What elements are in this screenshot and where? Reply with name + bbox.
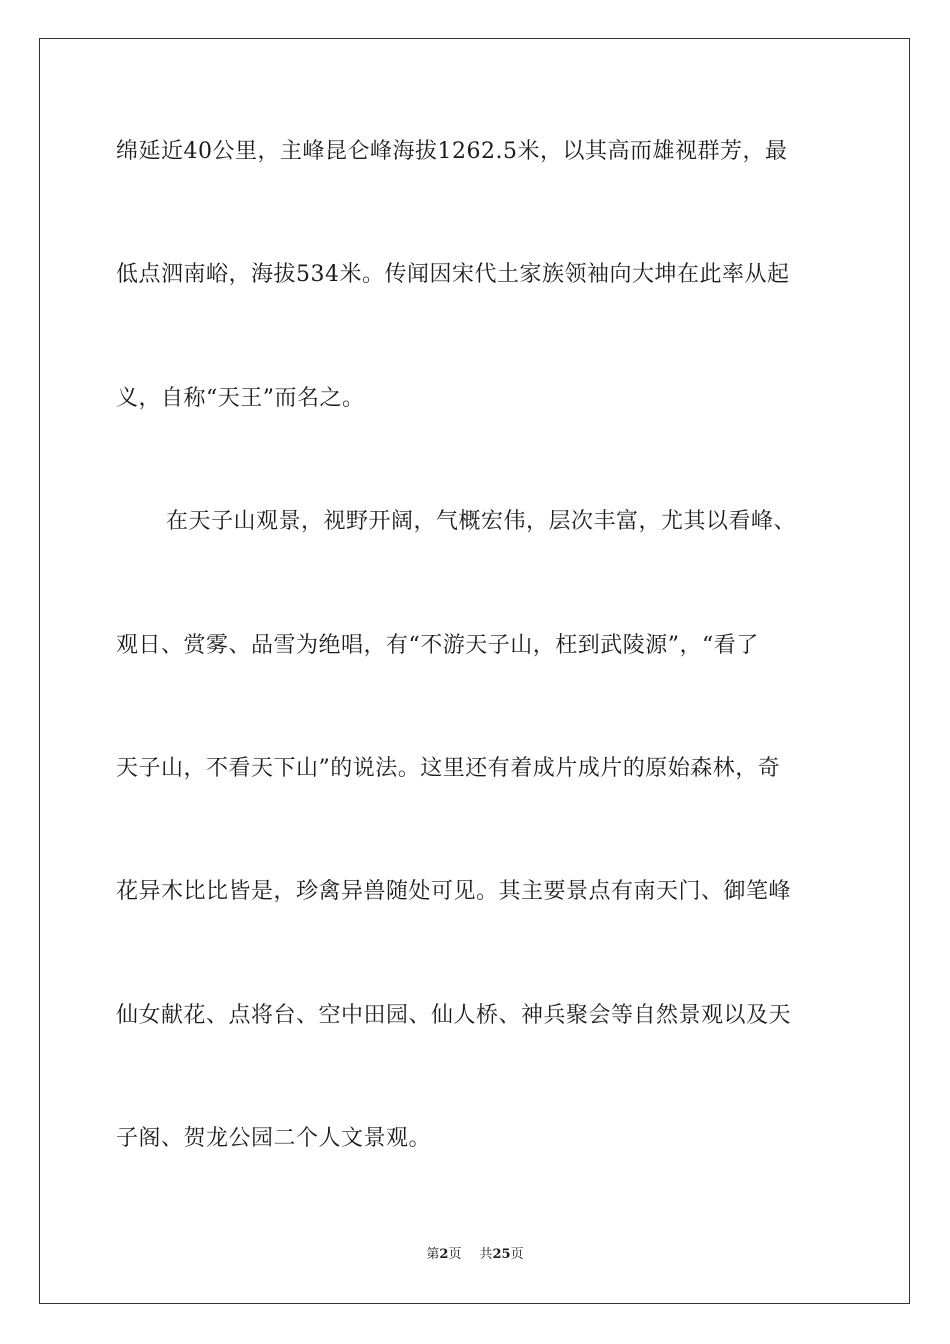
page-prefix: 第 <box>426 1247 440 1262</box>
total-page-count: 25 <box>492 1247 511 1262</box>
paragraph-2-line-1: 在天子山观景，视野开阔，气概宏伟，层次丰富，尤其以看峰、 <box>166 509 797 534</box>
total-suffix: 页 <box>510 1247 524 1262</box>
paragraph-1-line-1: 绵延近40公里，主峰昆仑峰海拔1262.5米，以其高而雄视群芳，最 <box>116 139 788 164</box>
total-prefix: 共 <box>479 1247 493 1262</box>
paragraph-1-line-3: 义，自称“天王”而名之。 <box>116 386 365 411</box>
current-page-number: 2 <box>439 1247 449 1262</box>
paragraph-2-line-4: 花异木比比皆是，珍禽异兽随处可见。其主要景点有南天门、御笔峰 <box>116 879 792 904</box>
paragraph-2-line-3: 天子山，不看天下山”的说法。这里还有着成片成片的原始森林，奇 <box>116 756 781 781</box>
paragraph-2-line-6: 子阁、贺龙公园二个人文景观。 <box>116 1126 432 1151</box>
page-border <box>39 38 910 1304</box>
paragraph-1-line-2: 低点泗南峪，海拔534米。传闻因宋代土家族领袖向大坤在此率从起 <box>116 262 790 287</box>
page-number-footer <box>0 1246 950 1264</box>
paragraph-2-line-2: 观日、赏雾、品雪为绝唱，有“不游天子山，枉到武陵源”，“看了 <box>116 633 759 658</box>
page-suffix: 页 <box>448 1247 462 1262</box>
paragraph-2-line-5: 仙女献花、点将台、空中田园、仙人桥、神兵聚会等自然景观以及天 <box>116 1003 792 1028</box>
